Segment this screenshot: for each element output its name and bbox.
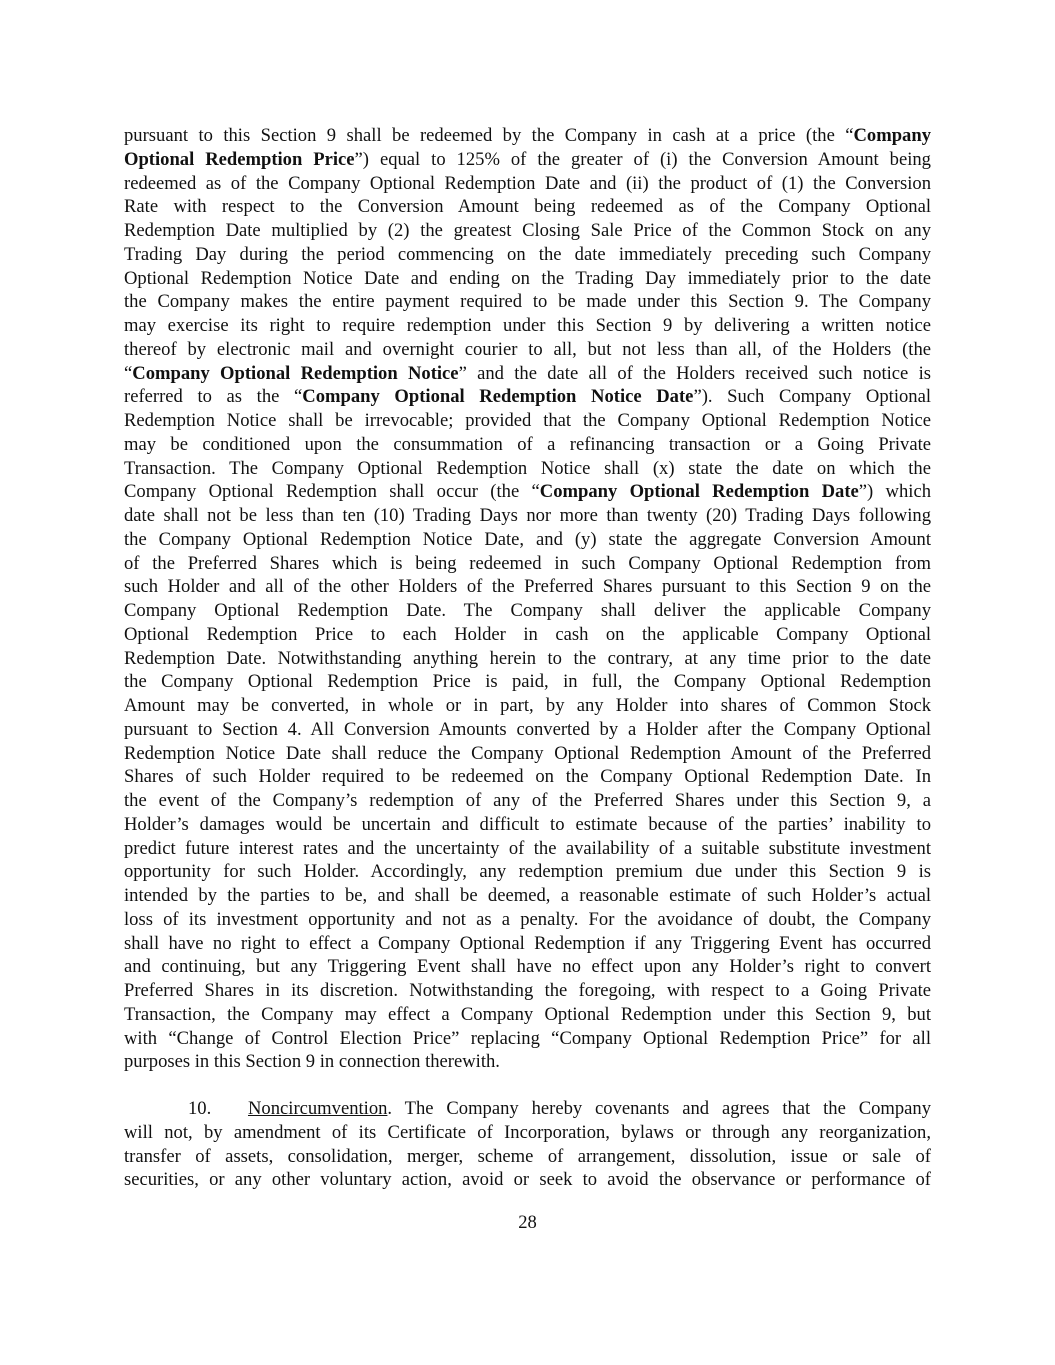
text-segment: may be conditioned upon the consummation of a refinancing transaction or a Going Private	[124, 433, 931, 455]
text-line	[124, 243, 931, 267]
text-segment: Redemption Date. Notwithstanding anything herein to the contrary, at any time prior to the date	[124, 647, 931, 669]
defined-term: Company Optional Redemption Date	[539, 481, 859, 503]
text-segment: will not, by amendment of its Certificate of Incorporation, bylaws or through any reorganization,	[124, 1121, 931, 1143]
text-segment: pursuant to Section 4. All Conversion Amounts converted by a Holder after the Company Optional	[124, 718, 931, 740]
text-line	[124, 362, 931, 386]
text-line	[124, 195, 931, 219]
text-segment: loss of its investment opportunity and not as a penalty. For the avoidance of doubt, the Company	[124, 908, 931, 930]
text-line	[124, 480, 931, 504]
text-line	[124, 314, 931, 338]
text-segment: such Holder and all of the other Holders of the Preferred Shares pursuant to this Section 9 on the	[124, 576, 931, 598]
text-segment: Company Optional Redemption Date. The Company shall deliver the applicable Company	[124, 600, 931, 621]
text-line	[124, 528, 931, 552]
text-line	[124, 789, 931, 813]
text-segment: opportunity for such Holder. Accordingly, any redemption premium due under this Section 9 is	[124, 861, 931, 883]
section-heading: Noncircumvention	[248, 1098, 388, 1119]
text-segment: the Company Optional Redemption Price is paid, in full, the Company Optional Redemption	[124, 671, 931, 693]
text-segment: with “Change of Control Election Price” replacing “Company Optional Redemption Price” for all	[124, 1027, 931, 1049]
text-line	[124, 694, 931, 718]
defined-term: Company	[853, 125, 931, 146]
text-line	[124, 932, 931, 956]
text-line	[124, 409, 931, 433]
text-segment: date shall not be less than ten (10) Trading Days nor more than twenty (20) Trading Days following	[124, 505, 931, 526]
text-segment: ” and the date all of the Holders received such notice is	[458, 362, 931, 384]
text-segment: Optional Redemption Price to each Holder in cash on the applicable Company Optional	[124, 623, 931, 645]
text-line	[124, 338, 931, 362]
text-segment: Optional Redemption Notice Date and ending on the Trading Day immediately prior to the date	[124, 267, 931, 289]
text-segment: Preferred Shares in its discretion. Notwithstanding the foregoing, with respect to a Going Private	[124, 980, 931, 1001]
text-line	[124, 457, 931, 481]
text-line	[124, 1027, 931, 1051]
text-line	[124, 1003, 931, 1027]
text-line	[124, 623, 931, 647]
text-line	[124, 385, 931, 409]
text-segment: transfer of assets, consolidation, merger, scheme of arrangement, dissolution, issue or sale of	[124, 1145, 931, 1167]
text-segment: referred to as the “	[124, 386, 303, 408]
text-line	[124, 1145, 931, 1169]
paragraph-section-9-continued	[124, 124, 931, 1074]
section-number: 10.	[188, 1098, 212, 1119]
page-number: 28	[518, 1212, 537, 1233]
text-line	[124, 718, 931, 742]
text-segment: of the Preferred Shares which is being redeemed in such Company Optional Redemption from	[124, 552, 931, 574]
text-segment: “	[124, 362, 133, 384]
text-line	[124, 955, 931, 979]
text-line	[124, 575, 931, 599]
text-segment: Redemption Notice Date shall reduce the Company Optional Redemption Amount of the Preferred	[124, 742, 931, 764]
text-line	[124, 599, 931, 623]
text-line	[124, 1050, 931, 1074]
text-line	[124, 1097, 931, 1121]
text-line	[124, 908, 931, 932]
text-segment: ”) which	[858, 481, 931, 503]
text-segment: Transaction, the Company may effect a Company Optional Redemption under this Section 9, but	[124, 1003, 931, 1025]
text-segment: may exercise its right to require redemption under this Section 9 by delivering a written notice	[124, 315, 931, 336]
text-segment: shall have no right to effect a Company Optional Redemption if any Triggering Event has occurred	[124, 932, 931, 954]
text-segment: purposes in this Section 9 in connection therewith.	[124, 1051, 500, 1073]
text-segment: Redemption Notice shall be irrevocable; provided that the Company Optional Redemption Notice	[124, 410, 931, 431]
text-line	[124, 884, 931, 908]
text-line	[124, 124, 931, 148]
text-line	[124, 552, 931, 576]
text-segment: redeemed as of the Company Optional Redemption Date and (ii) the product of (1) the Conversion	[124, 172, 931, 194]
text-line	[124, 813, 931, 837]
text-line	[124, 670, 931, 694]
defined-term: Company Optional Redemption Notice Date	[302, 386, 694, 408]
text-line	[124, 837, 931, 861]
text-line	[124, 1121, 931, 1145]
text-segment: and continuing, but any Triggering Event shall have no effect upon any Holder’s right to convert	[124, 956, 931, 978]
text-segment: Shares of such Holder required to be redeemed on the Company Optional Redemption Date. In	[124, 766, 931, 788]
text-segment: intended by the parties to be, and shall be deemed, a reasonable estimate of such Holder’s actual	[124, 885, 931, 906]
text-segment: ”). Such Company Optional	[693, 386, 931, 408]
text-line	[124, 433, 931, 457]
paragraph-section-10-noncircumvention	[124, 1097, 931, 1192]
text-line	[124, 979, 931, 1003]
text-segment: Trading Day during the period commencing on the date immediately preceding such Company	[124, 243, 931, 265]
text-line	[124, 860, 931, 884]
text-segment: predict future interest rates and the uncertainty of the availability of a suitable substitute investment	[124, 837, 931, 859]
defined-term: Optional Redemption Price	[124, 148, 355, 170]
text-segment: Transaction. The Company Optional Redemption Notice shall (x) state the date on which the	[124, 457, 931, 479]
text-segment: the Company Optional Redemption Notice Date, and (y) state the aggregate Conversion Amount	[124, 528, 931, 550]
text-segment: Rate with respect to the Conversion Amount being redeemed as of the Company Optional	[124, 196, 931, 218]
text-segment: the Company makes the entire payment required to be made under this Section 9. The Company	[124, 291, 931, 313]
defined-term: Company Optional Redemption Notice	[132, 362, 459, 384]
text-line	[124, 742, 931, 766]
text-line	[124, 765, 931, 789]
text-line	[124, 647, 931, 671]
text-segment: the event of the Company’s redemption of any of the Preferred Shares under this Section 9, a	[124, 790, 931, 811]
text-line	[124, 148, 931, 172]
text-segment: thereof by electronic mail and overnight courier to all, but not less than all, of the Holders (the	[124, 338, 931, 360]
text-line	[124, 219, 931, 243]
text-segment: Company Optional Redemption shall occur (the “	[124, 481, 540, 503]
text-line	[124, 290, 931, 314]
text-line	[124, 504, 931, 528]
text-segment: Redemption Date multiplied by (2) the greatest Closing Sale Price of the Common Stock on any	[124, 220, 931, 241]
text-line	[124, 172, 931, 196]
text-segment: Holder’s damages would be uncertain and difficult to estimate because of the parties’ inability to	[124, 813, 931, 835]
text-segment: Amount may be converted, in whole or in part, by any Holder into shares of Common Stock	[124, 695, 931, 716]
text-line	[124, 267, 931, 291]
text-line	[124, 1168, 931, 1192]
text-segment: ”) equal to 125% of the greater of (i) the Conversion Amount being	[354, 148, 931, 170]
text-segment: securities, or any other voluntary action, avoid or seek to avoid the observance or performance of	[124, 1169, 931, 1191]
text-segment: . The Company hereby covenants and agrees that the Company	[387, 1098, 931, 1119]
text-segment: pursuant to this Section 9 shall be redeemed by the Company in cash at a price (the “	[124, 125, 854, 146]
